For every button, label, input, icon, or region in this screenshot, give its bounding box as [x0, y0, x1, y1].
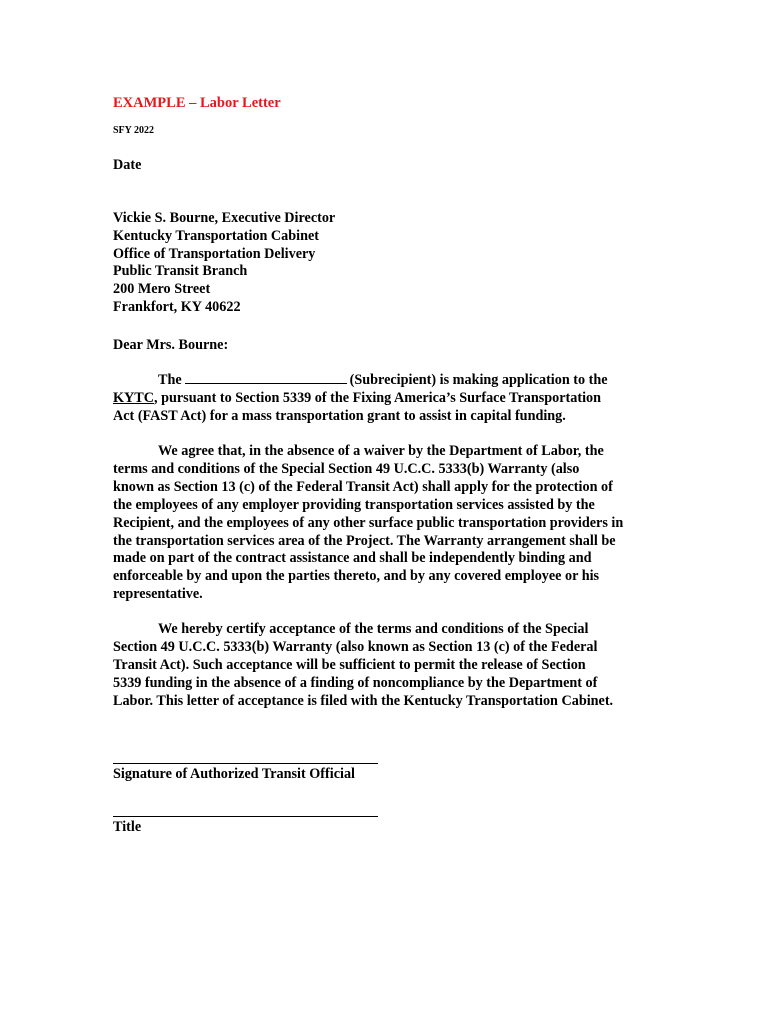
- paragraph-line: terms and conditions of the Special Section 49 U.C.C. 5333(b) Warranty (also: [113, 460, 580, 477]
- address-line: 200 Mero Street: [113, 281, 211, 298]
- paragraph-line: known as Section 13 (c) of the Federal Transit Act) shall apply for the protection of: [113, 478, 613, 495]
- paragraph-line: representative.: [113, 586, 203, 603]
- paragraph-line: Act (FAST Act) for a mass transportation grant to assist in capital funding.: [113, 407, 566, 424]
- paragraph-line: 5339 funding in the absence of a finding of noncompliance by the Department of: [113, 674, 598, 691]
- address-line: Public Transit Branch: [113, 263, 248, 280]
- title-label: Title: [113, 819, 142, 835]
- paragraph-line: the transportation services area of the Project. The Warranty arrangement shall be: [113, 532, 616, 549]
- subrecipient-blank: [185, 371, 347, 384]
- paragraph-line: We agree that, in the absence of a waiver by the Department of Labor, the: [158, 443, 604, 459]
- paragraph-line: enforceable by and upon the parties thereto, and by any covered employee or his: [113, 568, 600, 585]
- recipient-address: [113, 210, 335, 317]
- paragraph-text: (Subrecipient) is making application to the: [349, 372, 608, 388]
- signature-label: Signature of Authorized Transit Official: [113, 766, 355, 782]
- paragraph-certification: [113, 621, 660, 711]
- address-line: Vickie S. Bourne, Executive Director: [113, 210, 336, 226]
- paragraph-warranty: [113, 443, 660, 604]
- date-label: Date: [113, 157, 142, 173]
- document-heading: EXAMPLE – Labor Letter: [113, 95, 281, 111]
- paragraph-line: Section 49 U.C.C. 5333(b) Warranty (also known as Section 13 (c) of the Federal: [113, 638, 598, 655]
- fiscal-year-label: SFY 2022: [113, 125, 155, 136]
- address-line: Frankfort, KY 40622: [113, 298, 241, 315]
- paragraph-application: [113, 371, 660, 426]
- paragraph-line: Recipient, and the employees of any other surface public transportation providers in: [113, 514, 624, 531]
- signature-line[interactable]: [113, 763, 378, 764]
- address-line: Office of Transportation Delivery: [113, 245, 316, 262]
- kytc-link[interactable]: KYTC: [113, 389, 154, 406]
- paragraph-line: We hereby certify acceptance of the terms and conditions of the Special: [158, 621, 589, 637]
- salutation: Dear Mrs. Bourne:: [113, 337, 229, 353]
- paragraph-line: [113, 371, 660, 390]
- paragraph-line: Transit Act). Such acceptance will be sufficient to permit the release of Section: [113, 656, 586, 673]
- paragraph-line: the employees of any employer providing transportation services assisted by the: [113, 496, 595, 513]
- paragraph-line: [113, 390, 660, 408]
- address-line: Kentucky Transportation Cabinet: [113, 227, 320, 244]
- paragraph-text: , pursuant to Section 5339 of the Fixing America’s Surface Transportation: [154, 389, 602, 406]
- paragraph-text: The: [158, 372, 182, 388]
- title-line[interactable]: [113, 816, 378, 817]
- paragraph-line: made on part of the contract assistance and shall be independently binding and: [113, 550, 592, 567]
- paragraph-line: Labor. This letter of acceptance is filed with the Kentucky Transportation Cabinet.: [113, 692, 614, 709]
